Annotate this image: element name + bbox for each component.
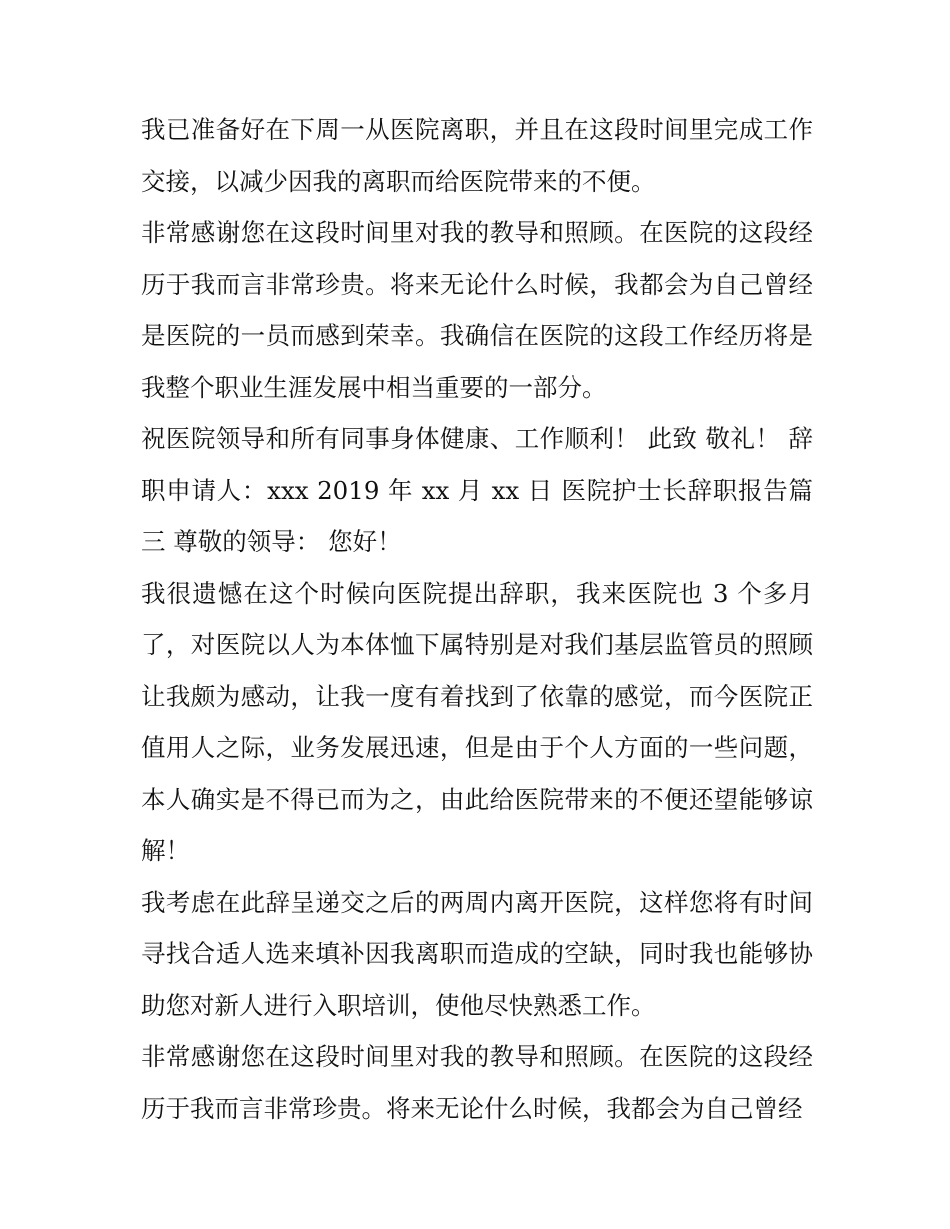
paragraph-gratitude: 非常感谢您在这段时间里对我的教导和照顾。在医院的这段经历于我而言非常珍贵。将来无论什么时候，我都会为自己曾经是医院的一员而感到荣幸。我确信在医院的这段工作经历将是我整个职业生涯发展中相当重要的一部分。 bbox=[141, 218, 813, 402]
paragraph-closing-and-new-letter: 祝医院领导和所有同事身体健康、工作顺利！ 此致 敬礼！ 辞职申请人：xxx 2019 年 xx 月 xx 日 医院护士长辞职报告篇三 尊敬的领导： 您好！ bbox=[141, 424, 813, 556]
paragraph-regret: 我很遗憾在这个时候向医院提出辞职，我来医院也 3 个多月了，对医院以人为本体恤下属特别是对我们基层监管员的照顾让我颇为感动，让我一度有着找到了依靠的感觉，而今医院正值用人之际，业务发展迅速，但是由于个人方面的一些问题，本人确实是不得已而为之，由此给医院带来的不便还望能够谅解！ bbox=[141, 578, 813, 865]
paragraph-handover: 我已准备好在下周一从医院离职，并且在这段时间里完成工作交接，以减少因我的离职而给医院带来的不便。 bbox=[141, 115, 813, 196]
paragraph-gratitude-repeat: 非常感谢您在这段时间里对我的教导和照顾。在医院的这段经历于我而言非常珍贵。将来无论什么时候，我都会为自己曾经 bbox=[141, 1042, 813, 1123]
paragraph-departure-plan: 我考虑在此辞呈递交之后的两周内离开医院，这样您将有时间寻找合适人选来填补因我离职而造成的空缺，同时我也能够协助您对新人进行入职培训，使他尽快熟悉工作。 bbox=[141, 887, 813, 1020]
document-body bbox=[141, 104, 813, 1134]
